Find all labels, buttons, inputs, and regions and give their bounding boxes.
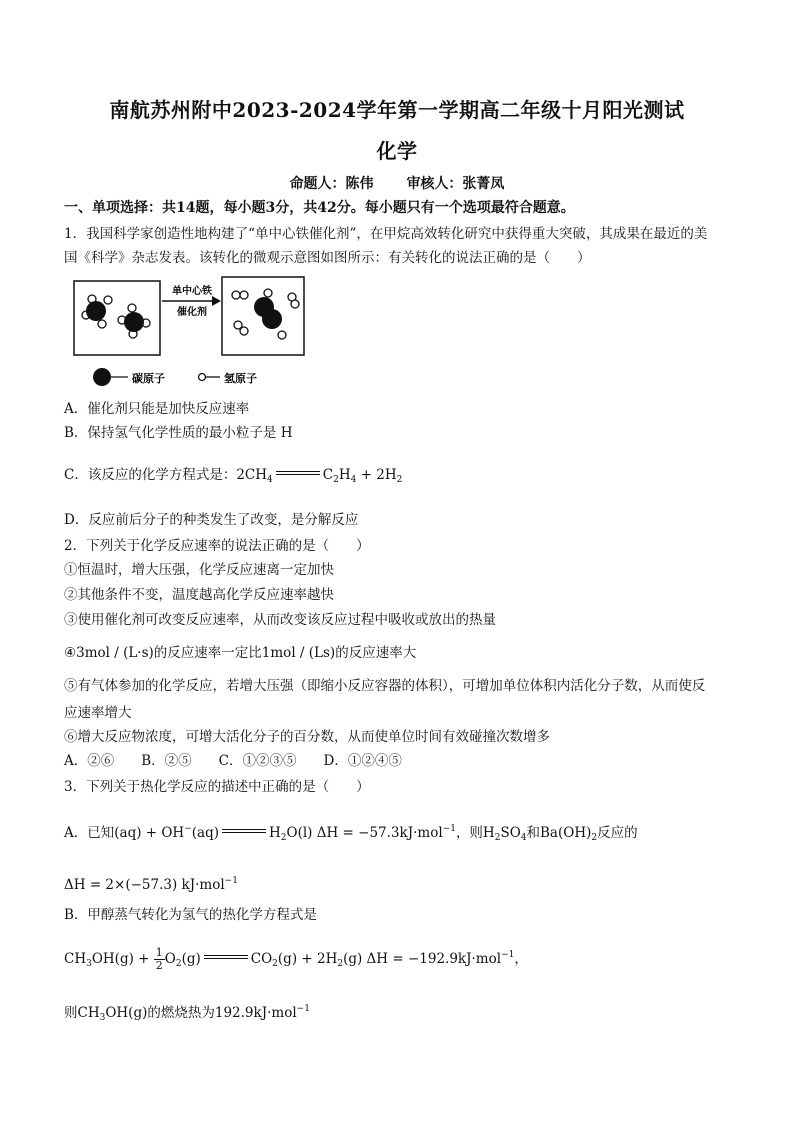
q2-statement-2: ②其他条件不变，温度越高化学反应速率越快: [64, 587, 334, 603]
hydrogen-molecule-3: [234, 321, 248, 335]
composer: 命题人：陈伟: [289, 176, 374, 192]
q3-option-a: A．已知(aq) + OH−(aq) $H_2O(l) \Delta H = -57.3kJ\cdot mol^{-1}$，则$H_2SO_4$和$Ba(OH)_2$反应的: [64, 824, 638, 843]
q2-statement-4: ④3mol / (L·s)的反应速率一定比1mol / (Ls)的反应速率大: [64, 645, 417, 661]
q3-option-b-equation: $CH_3OH(g)$ + $\frac{1}{2}$ $O_2(g) CO_2(g) + 2H_2(g) \Delta H = -192.9kJ\cdot mol^{-1}$，: [64, 946, 528, 972]
exam-title: 南航苏州附中2023-2024学年第一学期高二年级十月阳光测试: [109, 98, 685, 122]
q1-stem-line1: 1．我国科学家创造性地构建了“单中心铁催化剂”，在甲烷高效转化研究中获得重大突破，其成果在最近的美: [64, 226, 708, 242]
q3-option-b: B．甲醇蒸气转化为氢气的热化学方程式是: [64, 907, 317, 923]
q3-stem: 3．下列关于热化学反应的描述中正确的是（ ）: [64, 779, 370, 795]
q2-options: A．②⑥ B．②⑤ C．①②③⑤ D．①②④⑤: [64, 753, 402, 769]
legend: [93, 368, 257, 386]
q1-option-c: C．该反应的化学方程式是：$2CH_4$ $C_2H_4 + 2H_2$: [64, 467, 403, 485]
q2-statement-6: ⑥增大反应物浓度，可增大活化分子的百分数，从而使单位时间有效碰撞次数增多: [64, 729, 550, 745]
q1-option-d: D．反应前后分子的种类发生了改变，是分解反应: [64, 512, 359, 528]
q2-stem: 2．下列关于化学反应速率的说法正确的是（ ）: [64, 538, 370, 554]
q2-statement-5-line1: ⑤有气体参加的化学反应，若增大压强（即缩小反应容器的体积），可增加单位体积内活化分子数，从而使反: [64, 678, 706, 694]
catalyst-label-line2: 催化剂: [177, 307, 207, 318]
legend-carbon: 碳原子: [132, 372, 165, 385]
section-heading: 一、单项选择：共14题，每小题3分，共42分。每小题只有一个选项最符合题意。: [64, 200, 575, 216]
hydrogen-molecule-1: [232, 291, 248, 299]
catalyst-label-line1: 单中心铁: [172, 286, 212, 297]
q3-option-a-line2: ΔH = 2×(−57.3) kJ·mol$^{-1}$: [64, 876, 238, 893]
ethylene-molecule: [254, 289, 286, 339]
q2-statement-1: ①恒温时，增大压强，化学反应速离一定加快: [64, 562, 334, 578]
authors-line: [0, 173, 794, 193]
q2-statement-3: ③使用催化剂可改变反应速率，从而改变该反应过程中吸收或放出的热量: [64, 612, 496, 628]
q1-option-a: A．催化剂只能是加快反应速率: [64, 401, 250, 417]
subject-title: 化学: [376, 139, 418, 163]
q3-option-b-line3: 则$CH_3OH(g)$的燃烧热为192.9kJ·mol$^{-1}$: [64, 1004, 310, 1023]
legend-hydrogen: 氢原子: [224, 372, 257, 385]
reviewer: 审核人：张菁凤: [406, 176, 505, 192]
methane-molecule-2: [118, 304, 150, 338]
hydrogen-molecule-2: [288, 293, 299, 308]
q2-statement-5-line2: 应速率增大: [64, 705, 132, 721]
reaction-diagram: [66, 273, 312, 393]
methane-molecule-1: [82, 295, 112, 328]
q1-stem-line2: 国《科学》杂志发表。该转化的微观示意图如图所示：有关转化的说法正确的是（ ）: [64, 250, 591, 266]
q1-option-b: B．保持氢气化学性质的最小粒子是 H: [64, 425, 293, 441]
